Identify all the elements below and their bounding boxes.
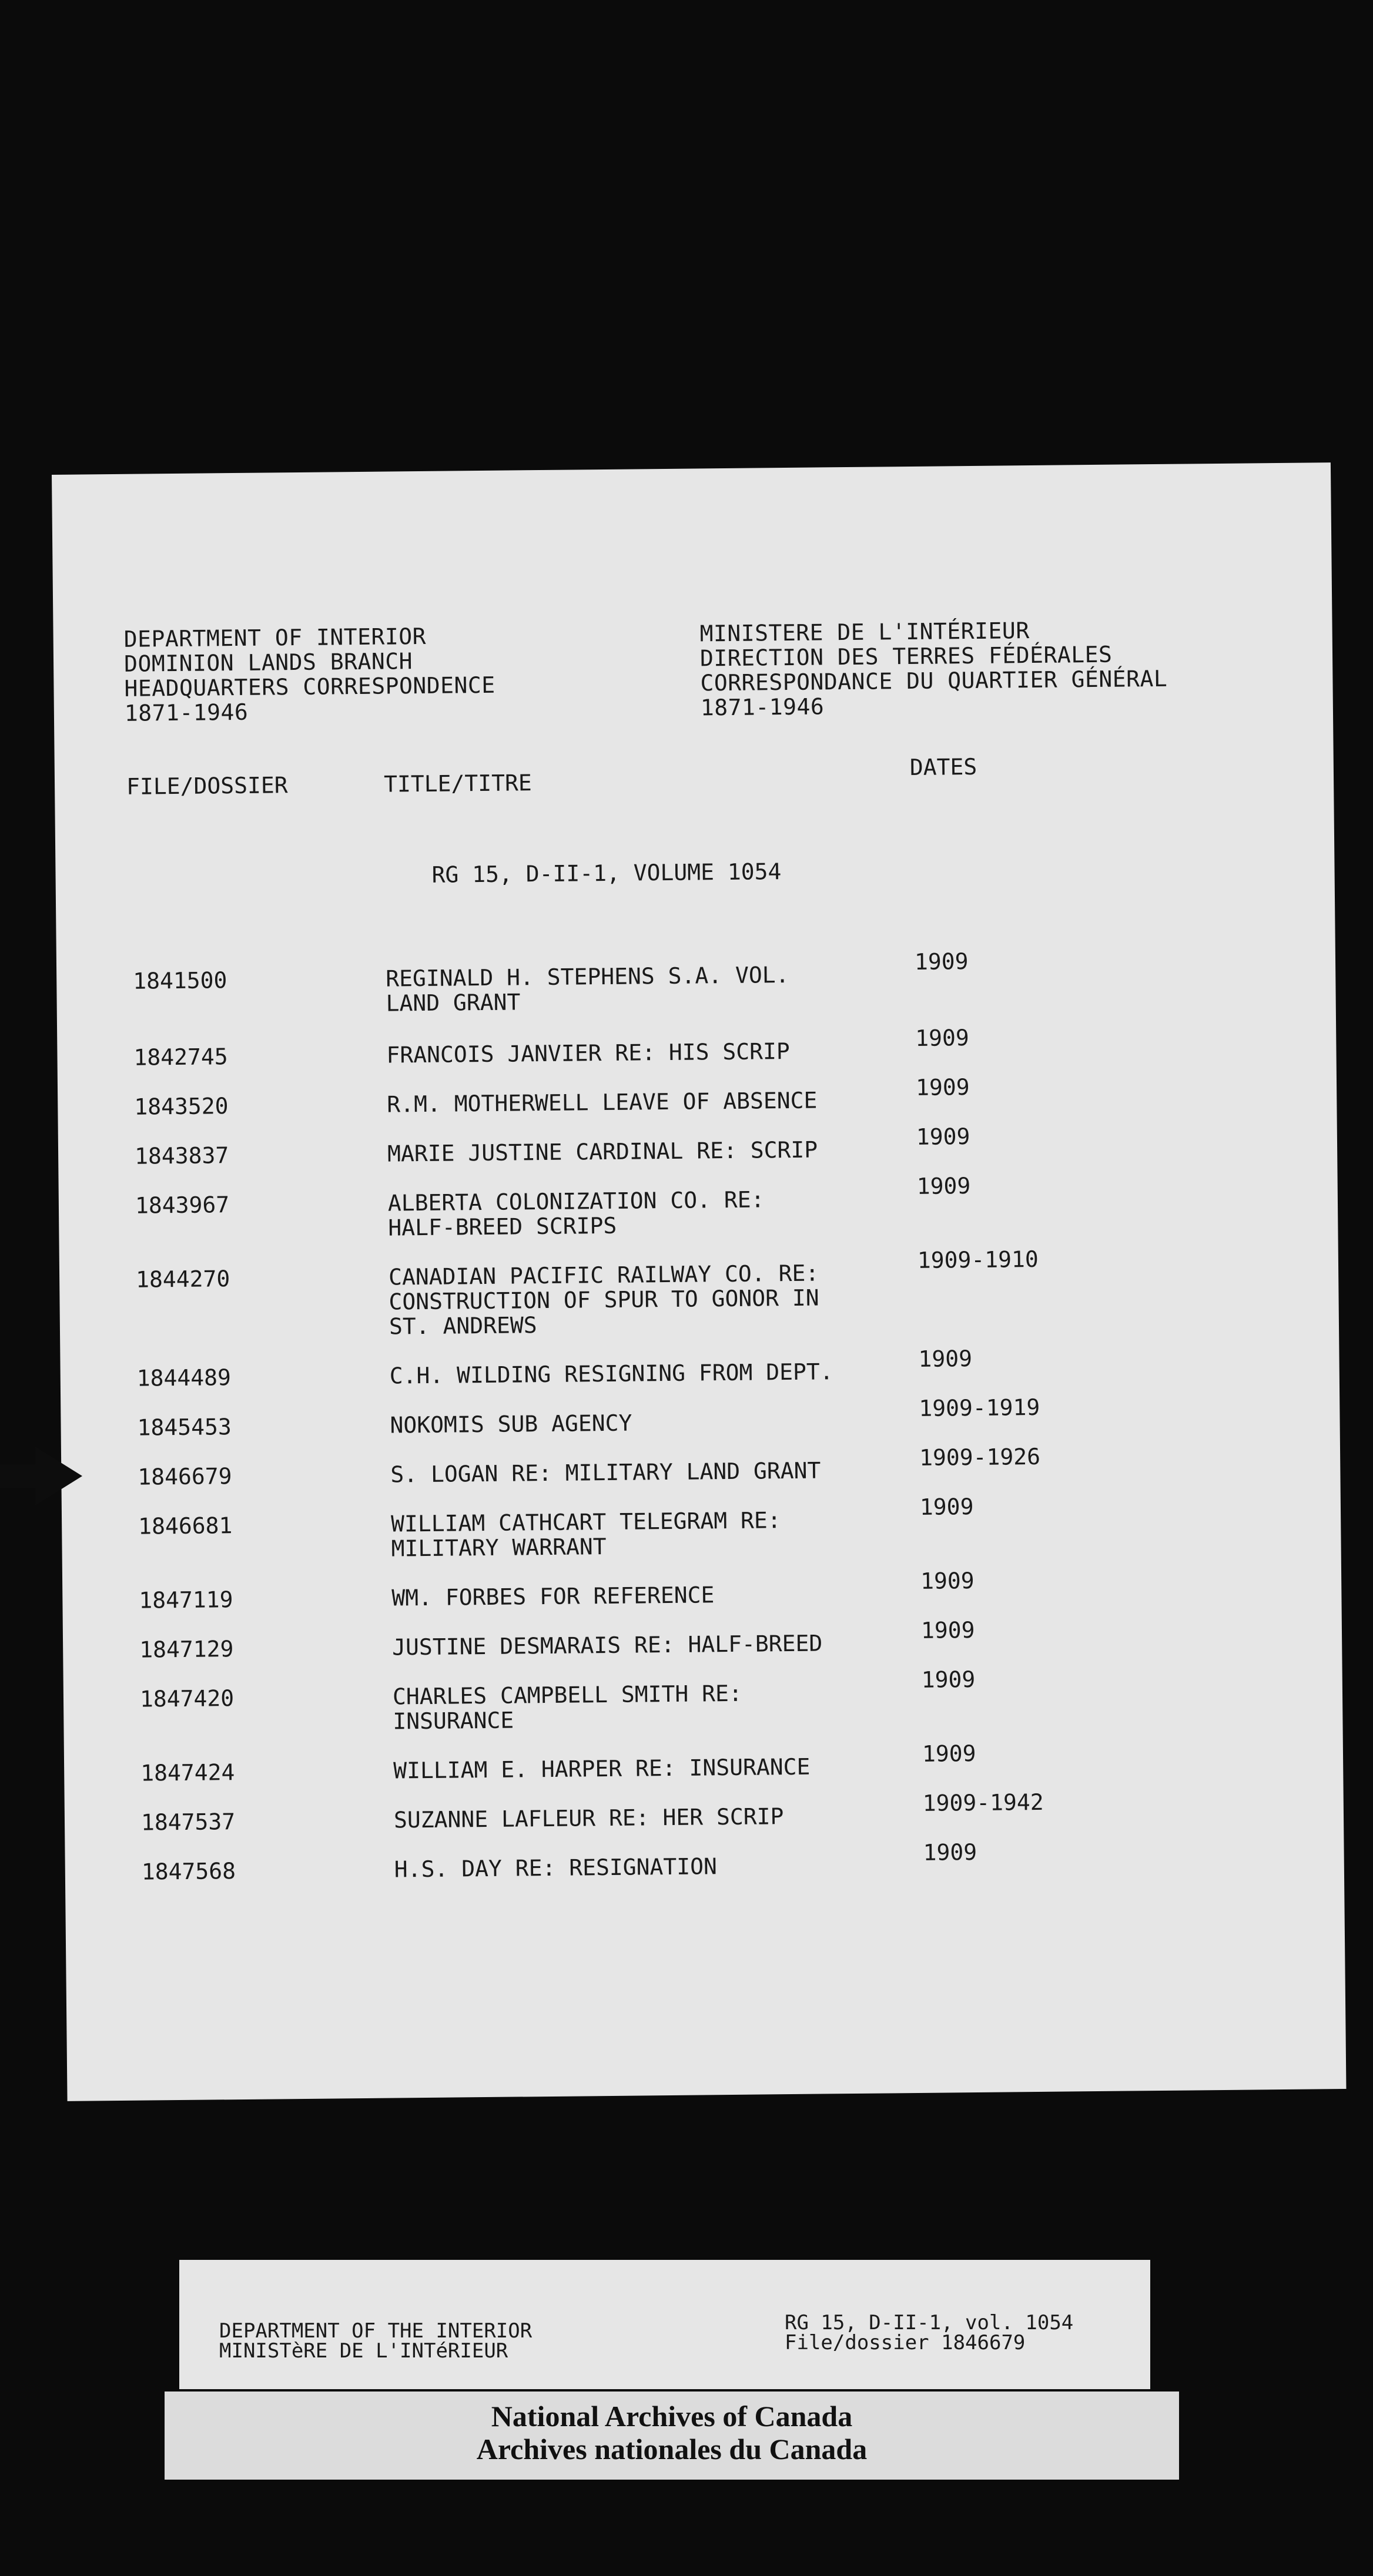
file-dates: 1909-1910 — [917, 1246, 1039, 1273]
file-title: CANADIAN PACIFIC RAILWAY CO. RE: CONSTRUCTION OF SPUR TO GONOR IN ST. ANDREWS — [388, 1260, 819, 1340]
file-number: 1847129 — [139, 1636, 234, 1663]
file-number: 1847537 — [140, 1809, 236, 1836]
file-title: NOKOMIS SUB AGENCY — [390, 1410, 632, 1438]
table-row — [61, 1346, 1339, 1391]
table-row — [56, 948, 1335, 1017]
pointer-arrow-icon — [35, 1447, 82, 1505]
slip-line: MINISTèRE DE L'INTéRIEUR — [219, 2339, 508, 2363]
file-title: FRANCOIS JANVIER RE: HIS SCRIP — [386, 1038, 791, 1068]
table-row — [58, 1123, 1337, 1169]
file-title: H.S. DAY RE: RESIGNATION — [394, 1853, 718, 1883]
slip-line: DEPARTMENT OF THE INTERIOR — [219, 2319, 533, 2343]
header-line: CORRESPONDANCE DU QUARTIER GÉNÉRAL — [700, 665, 1168, 696]
file-title: JUSTINE DESMARAIS RE: HALF-BREED — [391, 1630, 823, 1661]
header-line: DOMINION LANDS BRANCH — [123, 648, 413, 677]
slip-department — [219, 2321, 532, 2361]
file-dates: 1909 — [916, 1173, 971, 1199]
file-number: 1841500 — [133, 967, 227, 994]
file-dates: 1909 — [915, 1025, 969, 1051]
file-title: C.H. WILDING RESIGNING FROM DEPT. — [389, 1359, 833, 1389]
archives-name-en: National Archives of Canada — [491, 2400, 853, 2433]
file-number: 1843967 — [135, 1192, 230, 1219]
file-dates: 1909 — [923, 1839, 977, 1866]
file-number: 1844489 — [136, 1364, 232, 1391]
reference-slip — [179, 2260, 1150, 2389]
document-page — [52, 462, 1346, 2101]
file-dates: 1909 — [915, 1074, 970, 1101]
file-number: 1845453 — [137, 1414, 232, 1441]
file-title: WILLIAM E. HARPER RE: INSURANCE — [393, 1753, 811, 1784]
table-row — [64, 1740, 1343, 1786]
column-header-file: FILE/DOSSIER — [126, 772, 288, 800]
table-row — [62, 1568, 1341, 1614]
file-title: REGINALD H. STEPHENS S.A. VOL. LAND GRANT — [386, 961, 789, 1017]
file-dates: 1909-1919 — [919, 1394, 1040, 1421]
file-title: WM. FORBES FOR REFERENCE — [391, 1582, 715, 1611]
file-title: R.M. MOTHERWELL LEAVE OF ABSENCE — [387, 1087, 818, 1118]
archives-label — [165, 2391, 1179, 2480]
header-french — [699, 617, 1167, 720]
header-line: HEADQUARTERS CORRESPONDENCE — [124, 672, 495, 702]
header-line: 1871-1946 — [700, 693, 825, 721]
file-number: 1847420 — [139, 1685, 235, 1712]
table-row — [65, 1789, 1344, 1836]
file-dates: 1909-1926 — [919, 1443, 1041, 1471]
file-number: 1846681 — [138, 1512, 233, 1539]
file-dates: 1909-1942 — [922, 1789, 1044, 1816]
file-dates: 1909 — [921, 1666, 976, 1693]
table-row — [61, 1394, 1339, 1441]
volume-reference: RG 15, D-II-1, VOLUME 1054 — [431, 858, 782, 888]
file-number: 1846679 — [138, 1463, 232, 1490]
file-number: 1844270 — [135, 1266, 230, 1293]
column-header-title: TITLE/TITRE — [383, 770, 532, 797]
file-dates: 1909 — [920, 1617, 975, 1643]
file-dates: 1909 — [919, 1494, 974, 1520]
slip-reference — [785, 2313, 1073, 2353]
file-number: 1843520 — [134, 1093, 229, 1120]
header-line: DIRECTION DES TERRES FÉDÉRALES — [699, 641, 1113, 672]
file-dates: 1909 — [916, 1123, 970, 1150]
header-english — [123, 623, 495, 726]
header-line: DEPARTMENT OF INTERIOR — [123, 623, 427, 652]
slip-line: File/dossier 1846679 — [785, 2331, 1026, 2354]
file-title: CHARLES CAMPBELL SMITH RE: INSURANCE — [392, 1680, 743, 1735]
table-row — [59, 1246, 1338, 1340]
table-row — [59, 1173, 1338, 1241]
table-row — [63, 1617, 1342, 1663]
header-line: MINISTERE DE L'INTÉRIEUR — [699, 618, 1030, 647]
file-number: 1843837 — [134, 1142, 229, 1169]
header-line: 1871-1946 — [124, 699, 249, 726]
archives-name-fr: Archives nationales du Canada — [476, 2433, 868, 2466]
file-title: ALBERTA COLONIZATION CO. RE: HALF-BREED SCRIPS — [387, 1186, 765, 1241]
file-number: 1847568 — [141, 1858, 236, 1885]
file-title: MARIE JUSTINE CARDINAL RE: SCRIP — [387, 1136, 818, 1167]
file-title: S. LOGAN RE: MILITARY LAND GRANT — [390, 1457, 821, 1488]
file-number: 1847119 — [139, 1586, 233, 1614]
slip-line: RG 15, D-II-1, vol. 1054 — [785, 2311, 1074, 2334]
file-dates: 1909 — [920, 1568, 975, 1594]
file-number: 1842745 — [133, 1044, 228, 1071]
table-row — [65, 1839, 1344, 1885]
file-dates: 1909 — [922, 1740, 976, 1767]
column-header-dates: DATES — [909, 753, 977, 781]
table-row — [58, 1074, 1337, 1120]
file-dates: 1909 — [918, 1346, 973, 1372]
table-row — [62, 1494, 1341, 1562]
file-title: SUZANNE LAFLEUR RE: HER SCRIP — [393, 1803, 784, 1833]
file-title: WILLIAM CATHCART TELEGRAM RE: MILITARY WARRANT — [390, 1507, 781, 1562]
table-row — [57, 1025, 1336, 1071]
table-row — [63, 1666, 1342, 1735]
table-row — [61, 1443, 1340, 1490]
file-number: 1847424 — [140, 1759, 235, 1786]
file-dates: 1909 — [914, 948, 969, 975]
